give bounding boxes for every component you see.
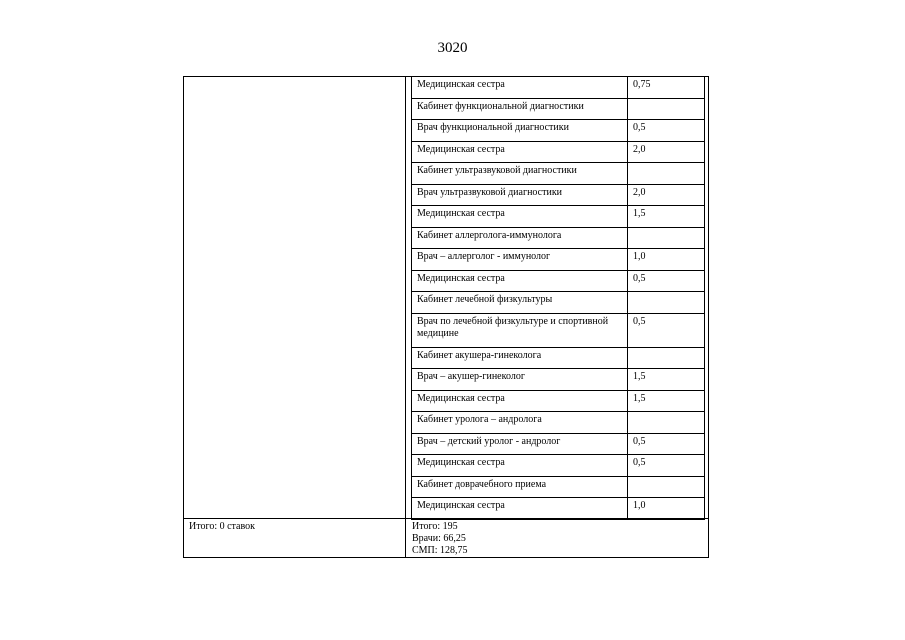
position-name-cell: Кабинет акушера-гинеколога [412,347,628,369]
rate-value-cell: 2,0 [628,141,705,163]
table-row [412,120,705,142]
total-nurses: СМП: 128,75 [412,545,468,556]
table-row [412,455,705,477]
rate-value-cell [628,412,705,434]
table-row [412,163,705,185]
rate-value-cell [628,98,705,120]
staffing-table [411,76,705,520]
table-row [412,390,705,412]
position-name-cell: Медицинская сестра [412,77,628,99]
position-name-cell: Медицинская сестра [412,270,628,292]
total-all: Итого: 195 [412,521,458,532]
table-row [412,369,705,391]
position-name-cell: Врач функциональной диагностики [412,120,628,142]
page-number: 3020 [437,40,468,56]
position-name-cell: Кабинет аллерголога-иммунолога [412,227,628,249]
rate-value-cell: 0,5 [628,120,705,142]
position-name-cell: Кабинет лечебной физкультуры [412,292,628,314]
totals-block [412,521,468,557]
position-name-cell: Врач ультразвуковой диагностики [412,184,628,206]
table-row [412,347,705,369]
table-row [412,206,705,228]
table-row [412,98,705,120]
table-row [412,412,705,434]
position-name-cell: Медицинская сестра [412,498,628,520]
table-row [412,476,705,498]
column-divider [405,77,406,557]
rate-value-cell: 0,5 [628,433,705,455]
rate-value-cell: 0,5 [628,313,705,347]
table-row [412,433,705,455]
table-row [412,141,705,163]
table-row [412,77,705,99]
rate-value-cell: 2,0 [628,184,705,206]
rate-value-cell [628,347,705,369]
position-name-cell: Медицинская сестра [412,141,628,163]
position-name-cell: Кабинет ультразвуковой диагностики [412,163,628,185]
rate-value-cell: 0,75 [628,77,705,99]
rate-value-cell [628,476,705,498]
rate-value-cell: 0,5 [628,270,705,292]
rate-value-cell: 1,0 [628,249,705,271]
position-name-cell: Кабинет уролога – андролога [412,412,628,434]
rate-value-cell [628,292,705,314]
table-row [412,184,705,206]
position-name-cell: Медицинская сестра [412,455,628,477]
table-row [412,249,705,271]
position-name-cell: Медицинская сестра [412,206,628,228]
position-name-cell: Врач – аллерголог - иммунолог [412,249,628,271]
position-name-cell: Врач – детский уролог - андролог [412,433,628,455]
position-name-cell: Врач – акушер-гинеколог [412,369,628,391]
rate-value-cell: 0,5 [628,455,705,477]
position-name-cell: Кабинет функциональной диагностики [412,98,628,120]
table-row [412,227,705,249]
rate-value-cell [628,227,705,249]
position-name-cell: Кабинет доврачебного приема [412,476,628,498]
rate-value-cell: 1,5 [628,206,705,228]
total-doctors: Врачи: 66,25 [412,533,466,544]
rate-value-cell: 1,0 [628,498,705,520]
position-name-cell: Врач по лечебной физкультуре и спортивной медицине [412,313,628,347]
table-row [412,292,705,314]
table-row [412,313,705,347]
rate-value-cell: 1,5 [628,369,705,391]
total-left: Итого: 0 ставок [189,521,255,532]
table-row [412,498,705,520]
table-row [412,270,705,292]
rate-value-cell: 1,5 [628,390,705,412]
rate-value-cell [628,163,705,185]
position-name-cell: Медицинская сестра [412,390,628,412]
